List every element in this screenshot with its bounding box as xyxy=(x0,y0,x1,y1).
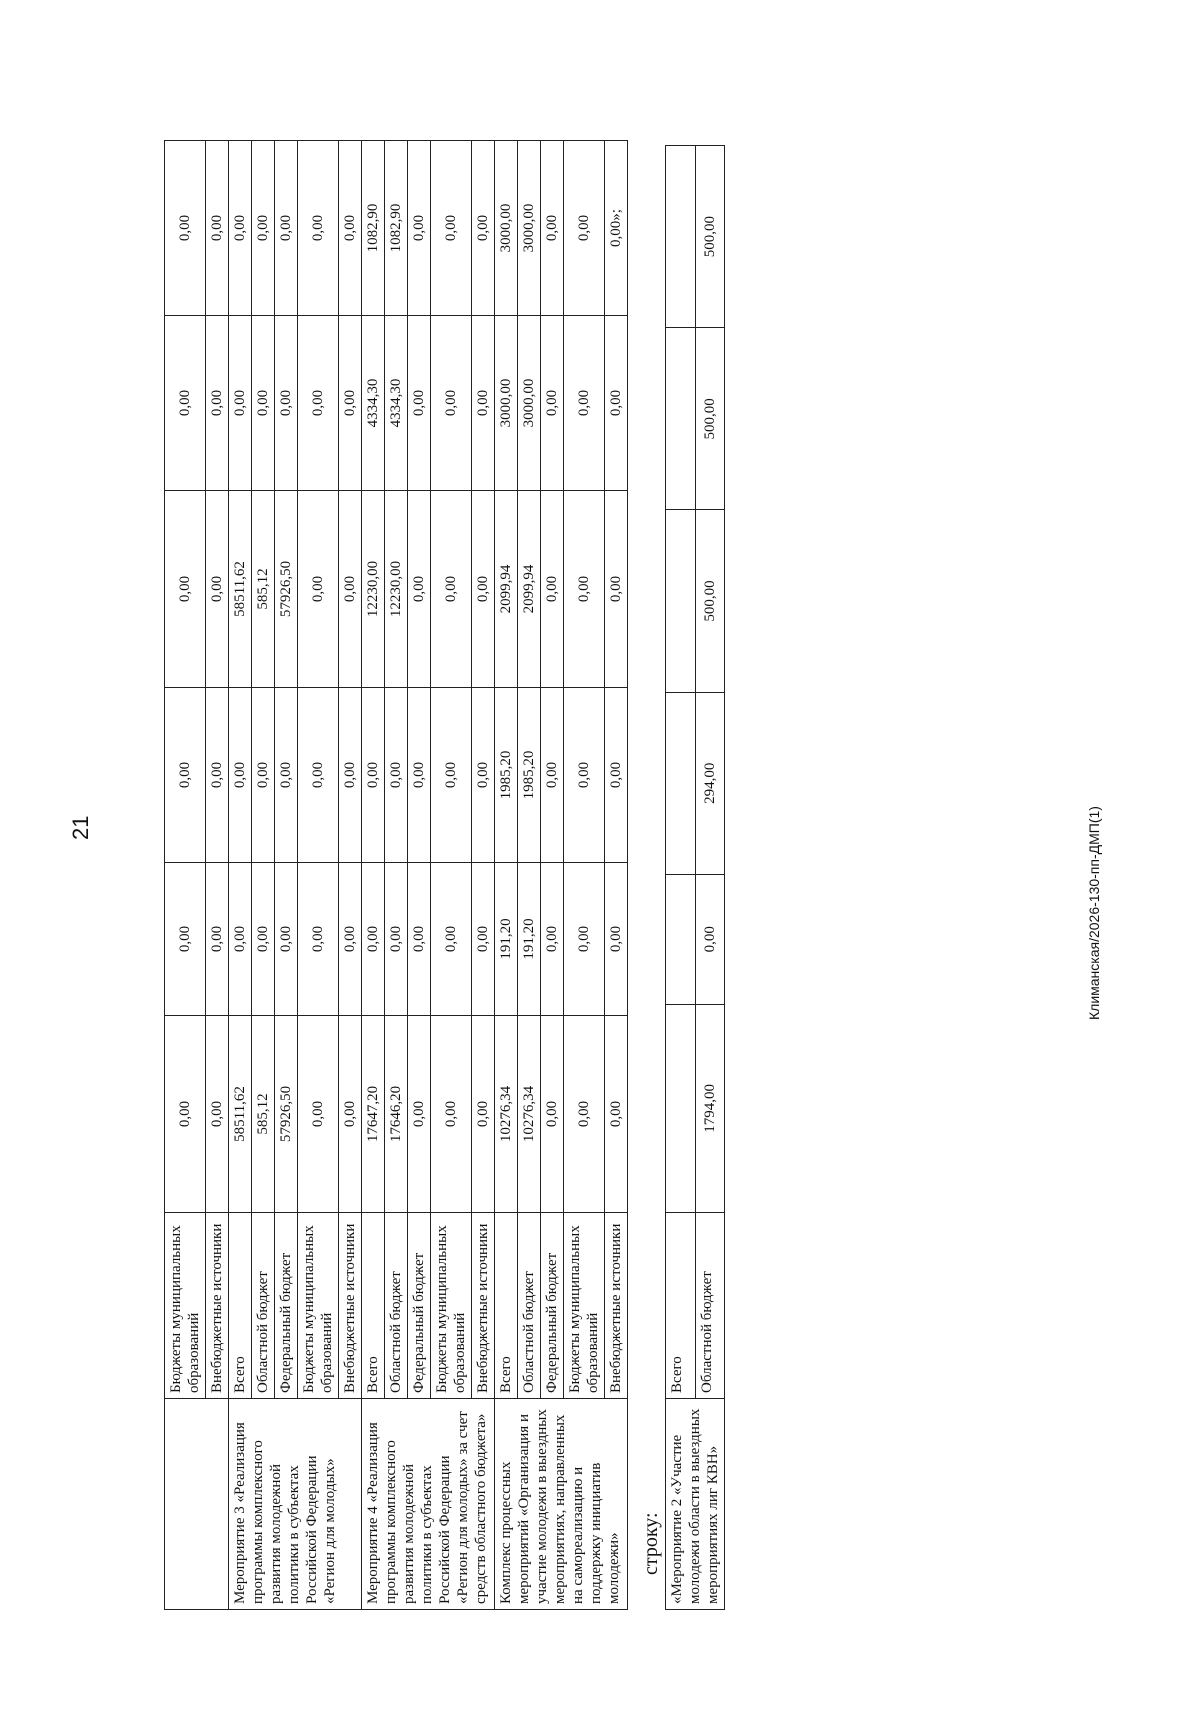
activity-name-cell: Комплекс процессных мероприятий «Организация и участие молодежи в выездных мероприятиях, направленных на самореализацию и поддержку инициатив молодежи» xyxy=(495,1399,628,1610)
table-row xyxy=(362,141,385,1610)
funding-source-cell: Бюджеты муниципальных образований xyxy=(165,1213,206,1399)
amount-cell: 57926,50 xyxy=(275,1016,298,1213)
amount-cell: 0,00 xyxy=(229,688,252,863)
amount-cell: 0,00 xyxy=(605,1016,628,1213)
funding-source-cell: Всего xyxy=(666,1213,696,1399)
amount-cell: 0,00 xyxy=(206,316,229,491)
amount-cell: 3000,00 xyxy=(495,141,518,316)
activity-name-cell xyxy=(165,1399,229,1610)
amount-cell: 0,00 xyxy=(408,141,431,316)
funding-source-cell: Бюджеты муниципальных образований xyxy=(564,1213,605,1399)
amount-cell: 0,00 xyxy=(564,491,605,688)
amount-cell: 1985,20 xyxy=(518,688,541,863)
activity-name-cell: «Мероприятие 2 «Участие молодежи области в выездных мероприятиях лиг КВН» xyxy=(666,1399,725,1610)
funding-source-cell: Областной бюджет xyxy=(385,1213,408,1399)
amount-cell: 17646,20 xyxy=(385,1016,408,1213)
replacement-row-table xyxy=(665,145,725,1610)
funding-source-cell: Всего xyxy=(495,1213,518,1399)
amount-cell: 1985,20 xyxy=(495,688,518,863)
amount-cell: 0,00 xyxy=(362,688,385,863)
amount-cell: 1082,90 xyxy=(385,141,408,316)
amount-cell: 10276,34 xyxy=(495,1016,518,1213)
amount-cell: 585,12 xyxy=(252,1016,275,1213)
amount-cell: 0,00 xyxy=(472,491,495,688)
amount-cell: 0,00 xyxy=(431,316,472,491)
amount-cell: 585,12 xyxy=(252,491,275,688)
amount-cell: 0,00 xyxy=(541,316,564,491)
amount-cell: 0,00 xyxy=(564,688,605,863)
amount-cell: 0,00 xyxy=(408,863,431,1016)
funding-source-cell: Внебюджетные источники xyxy=(472,1213,495,1399)
table-row xyxy=(518,141,541,1610)
amount-cell: 2099,94 xyxy=(495,491,518,688)
amount-cell: 0,00 xyxy=(564,1016,605,1213)
amount-cell: 0,00 xyxy=(298,1016,339,1213)
amount-cell xyxy=(666,510,696,692)
funding-source-cell: Внебюджетные источники xyxy=(339,1213,362,1399)
funding-source-cell: Областной бюджет xyxy=(518,1213,541,1399)
amount-cell: 0,00 xyxy=(165,1016,206,1213)
amount-cell: 4334,30 xyxy=(385,316,408,491)
table-row xyxy=(252,141,275,1610)
table-row xyxy=(564,141,605,1610)
amount-cell xyxy=(666,692,696,874)
amount-cell: 0,00 xyxy=(431,141,472,316)
amount-cell: 0,00 xyxy=(339,316,362,491)
amount-cell: 500,00 xyxy=(695,146,725,328)
rotated-content xyxy=(164,140,725,1610)
table-row xyxy=(206,141,229,1610)
amount-cell: 0,00 xyxy=(385,863,408,1016)
amount-cell: 0,00 xyxy=(472,141,495,316)
amount-cell: 0,00 xyxy=(541,141,564,316)
funding-source-cell: Всего xyxy=(362,1213,385,1399)
amount-cell: 0,00 xyxy=(165,491,206,688)
amount-cell: 500,00 xyxy=(695,510,725,692)
amount-cell: 58511,62 xyxy=(229,1016,252,1213)
amount-cell: 0,00 xyxy=(275,316,298,491)
amount-cell: 0,00 xyxy=(408,491,431,688)
amount-cell: 1794,00 xyxy=(695,1004,725,1212)
table-row xyxy=(472,141,495,1610)
amount-cell: 0,00 xyxy=(431,863,472,1016)
table-row xyxy=(666,146,696,1610)
budget-table xyxy=(164,140,628,1610)
amount-cell: 0,00 xyxy=(431,1016,472,1213)
amount-cell: 2099,94 xyxy=(518,491,541,688)
funding-source-cell: Областной бюджет xyxy=(252,1213,275,1399)
amount-cell: 0,00 xyxy=(165,863,206,1016)
table-row xyxy=(165,141,206,1610)
amount-cell: 0,00 xyxy=(298,863,339,1016)
table-row xyxy=(605,141,628,1610)
funding-source-cell: Федеральный бюджет xyxy=(275,1213,298,1399)
amount-cell: 0,00 xyxy=(564,863,605,1016)
amount-cell: 0,00 xyxy=(605,316,628,491)
amount-cell: 294,00 xyxy=(695,692,725,874)
amount-cell: 191,20 xyxy=(495,863,518,1016)
amount-cell: 0,00 xyxy=(339,863,362,1016)
amount-cell: 0,00 xyxy=(275,863,298,1016)
amount-cell: 0,00 xyxy=(165,141,206,316)
funding-source-cell: Всего xyxy=(229,1213,252,1399)
amount-cell: 0,00 xyxy=(408,1016,431,1213)
table-row xyxy=(408,141,431,1610)
amount-cell: 0,00 xyxy=(275,688,298,863)
amount-cell: 17647,20 xyxy=(362,1016,385,1213)
amount-cell: 0,00 xyxy=(605,863,628,1016)
amount-cell: 0,00 xyxy=(472,316,495,491)
amount-cell: 0,00 xyxy=(206,1016,229,1213)
amount-cell: 1082,90 xyxy=(362,141,385,316)
amount-cell: 0,00 xyxy=(408,688,431,863)
table-row xyxy=(695,146,725,1610)
continuation-label: строку: xyxy=(640,1512,662,1575)
funding-source-cell: Внебюджетные источники xyxy=(206,1213,229,1399)
amount-cell: 3000,00 xyxy=(495,316,518,491)
table-row xyxy=(275,141,298,1610)
amount-cell: 58511,62 xyxy=(229,491,252,688)
amount-cell: 0,00 xyxy=(252,141,275,316)
funding-source-cell: Областной бюджет xyxy=(695,1213,725,1399)
amount-cell: 12230,00 xyxy=(385,491,408,688)
table-row xyxy=(298,141,339,1610)
amount-cell: 0,00 xyxy=(564,316,605,491)
amount-cell: 12230,00 xyxy=(362,491,385,688)
funding-source-cell: Федеральный бюджет xyxy=(408,1213,431,1399)
amount-cell: 0,00 xyxy=(472,863,495,1016)
amount-cell: 0,00 xyxy=(206,141,229,316)
amount-cell: 0,00 xyxy=(431,491,472,688)
amount-cell xyxy=(666,874,696,1004)
amount-cell: 0,00 xyxy=(541,491,564,688)
table-row xyxy=(339,141,362,1610)
funding-source-cell: Бюджеты муниципальных образований xyxy=(431,1213,472,1399)
amount-cell xyxy=(666,328,696,510)
amount-cell: 0,00 xyxy=(165,688,206,863)
amount-cell: 0,00 xyxy=(431,688,472,863)
activity-name-cell: Мероприятие 3 «Реализация программы комплексного развития молодежной политики в субъектах Российской Федерации «Регион для молодых» xyxy=(229,1399,362,1610)
amount-cell: 4334,30 xyxy=(362,316,385,491)
activity-name-cell: Мероприятие 4 «Реализация программы комплексного развития молодежной политики в субъектах Российской Федерации «Регион для молодых» за счет средств областного бюджета» xyxy=(362,1399,495,1610)
amount-cell: 0,00 xyxy=(605,491,628,688)
funding-source-cell: Федеральный бюджет xyxy=(541,1213,564,1399)
page-number: 21 xyxy=(68,815,93,840)
amount-cell: 0,00 xyxy=(541,1016,564,1213)
table-row xyxy=(385,141,408,1610)
amount-cell: 0,00 xyxy=(252,863,275,1016)
amount-cell: 0,00 xyxy=(252,688,275,863)
amount-cell: 0,00 xyxy=(165,316,206,491)
amount-cell: 0,00 xyxy=(541,688,564,863)
document-code: Климанская/2026-130-пп-ДМП(1) xyxy=(1086,806,1102,1020)
amount-cell: 0,00 xyxy=(252,316,275,491)
amount-cell: 0,00 xyxy=(206,491,229,688)
amount-cell xyxy=(666,1004,696,1212)
amount-cell: 0,00 xyxy=(229,141,252,316)
amount-cell: 3000,00 xyxy=(518,141,541,316)
amount-cell: 0,00 xyxy=(206,863,229,1016)
funding-source-cell: Внебюджетные источники xyxy=(605,1213,628,1399)
amount-cell: 0,00 xyxy=(206,688,229,863)
amount-cell: 0,00 xyxy=(564,141,605,316)
amount-cell: 0,00 xyxy=(339,1016,362,1213)
table-row xyxy=(541,141,564,1610)
amount-cell: 0,00 xyxy=(541,863,564,1016)
amount-cell: 0,00 xyxy=(298,491,339,688)
amount-cell: 0,00 xyxy=(408,316,431,491)
amount-cell: 500,00 xyxy=(695,328,725,510)
amount-cell: 0,00 xyxy=(229,316,252,491)
amount-cell: 0,00 xyxy=(298,141,339,316)
amount-cell: 0,00 xyxy=(605,688,628,863)
amount-cell: 0,00 xyxy=(339,491,362,688)
amount-cell xyxy=(666,146,696,328)
table-row xyxy=(229,141,252,1610)
amount-cell: 0,00 xyxy=(385,688,408,863)
amount-cell: 0,00 xyxy=(229,863,252,1016)
amount-cell: 0,00 xyxy=(275,141,298,316)
amount-cell: 191,20 xyxy=(518,863,541,1016)
amount-cell: 0,00 xyxy=(695,874,725,1004)
table-row xyxy=(495,141,518,1610)
amount-cell: 0,00 xyxy=(298,316,339,491)
amount-cell: 0,00 xyxy=(339,688,362,863)
table-row xyxy=(431,141,472,1610)
amount-cell: 0,00 xyxy=(472,688,495,863)
amount-cell: 0,00 xyxy=(298,688,339,863)
amount-cell: 0,00 xyxy=(472,1016,495,1213)
amount-cell: 57926,50 xyxy=(275,491,298,688)
amount-cell: 10276,34 xyxy=(518,1016,541,1213)
amount-cell: 0,00 xyxy=(362,863,385,1016)
funding-source-cell: Бюджеты муниципальных образований xyxy=(298,1213,339,1399)
amount-cell: 0,00 xyxy=(339,141,362,316)
amount-cell: 0,00»; xyxy=(605,141,628,316)
amount-cell: 3000,00 xyxy=(518,316,541,491)
